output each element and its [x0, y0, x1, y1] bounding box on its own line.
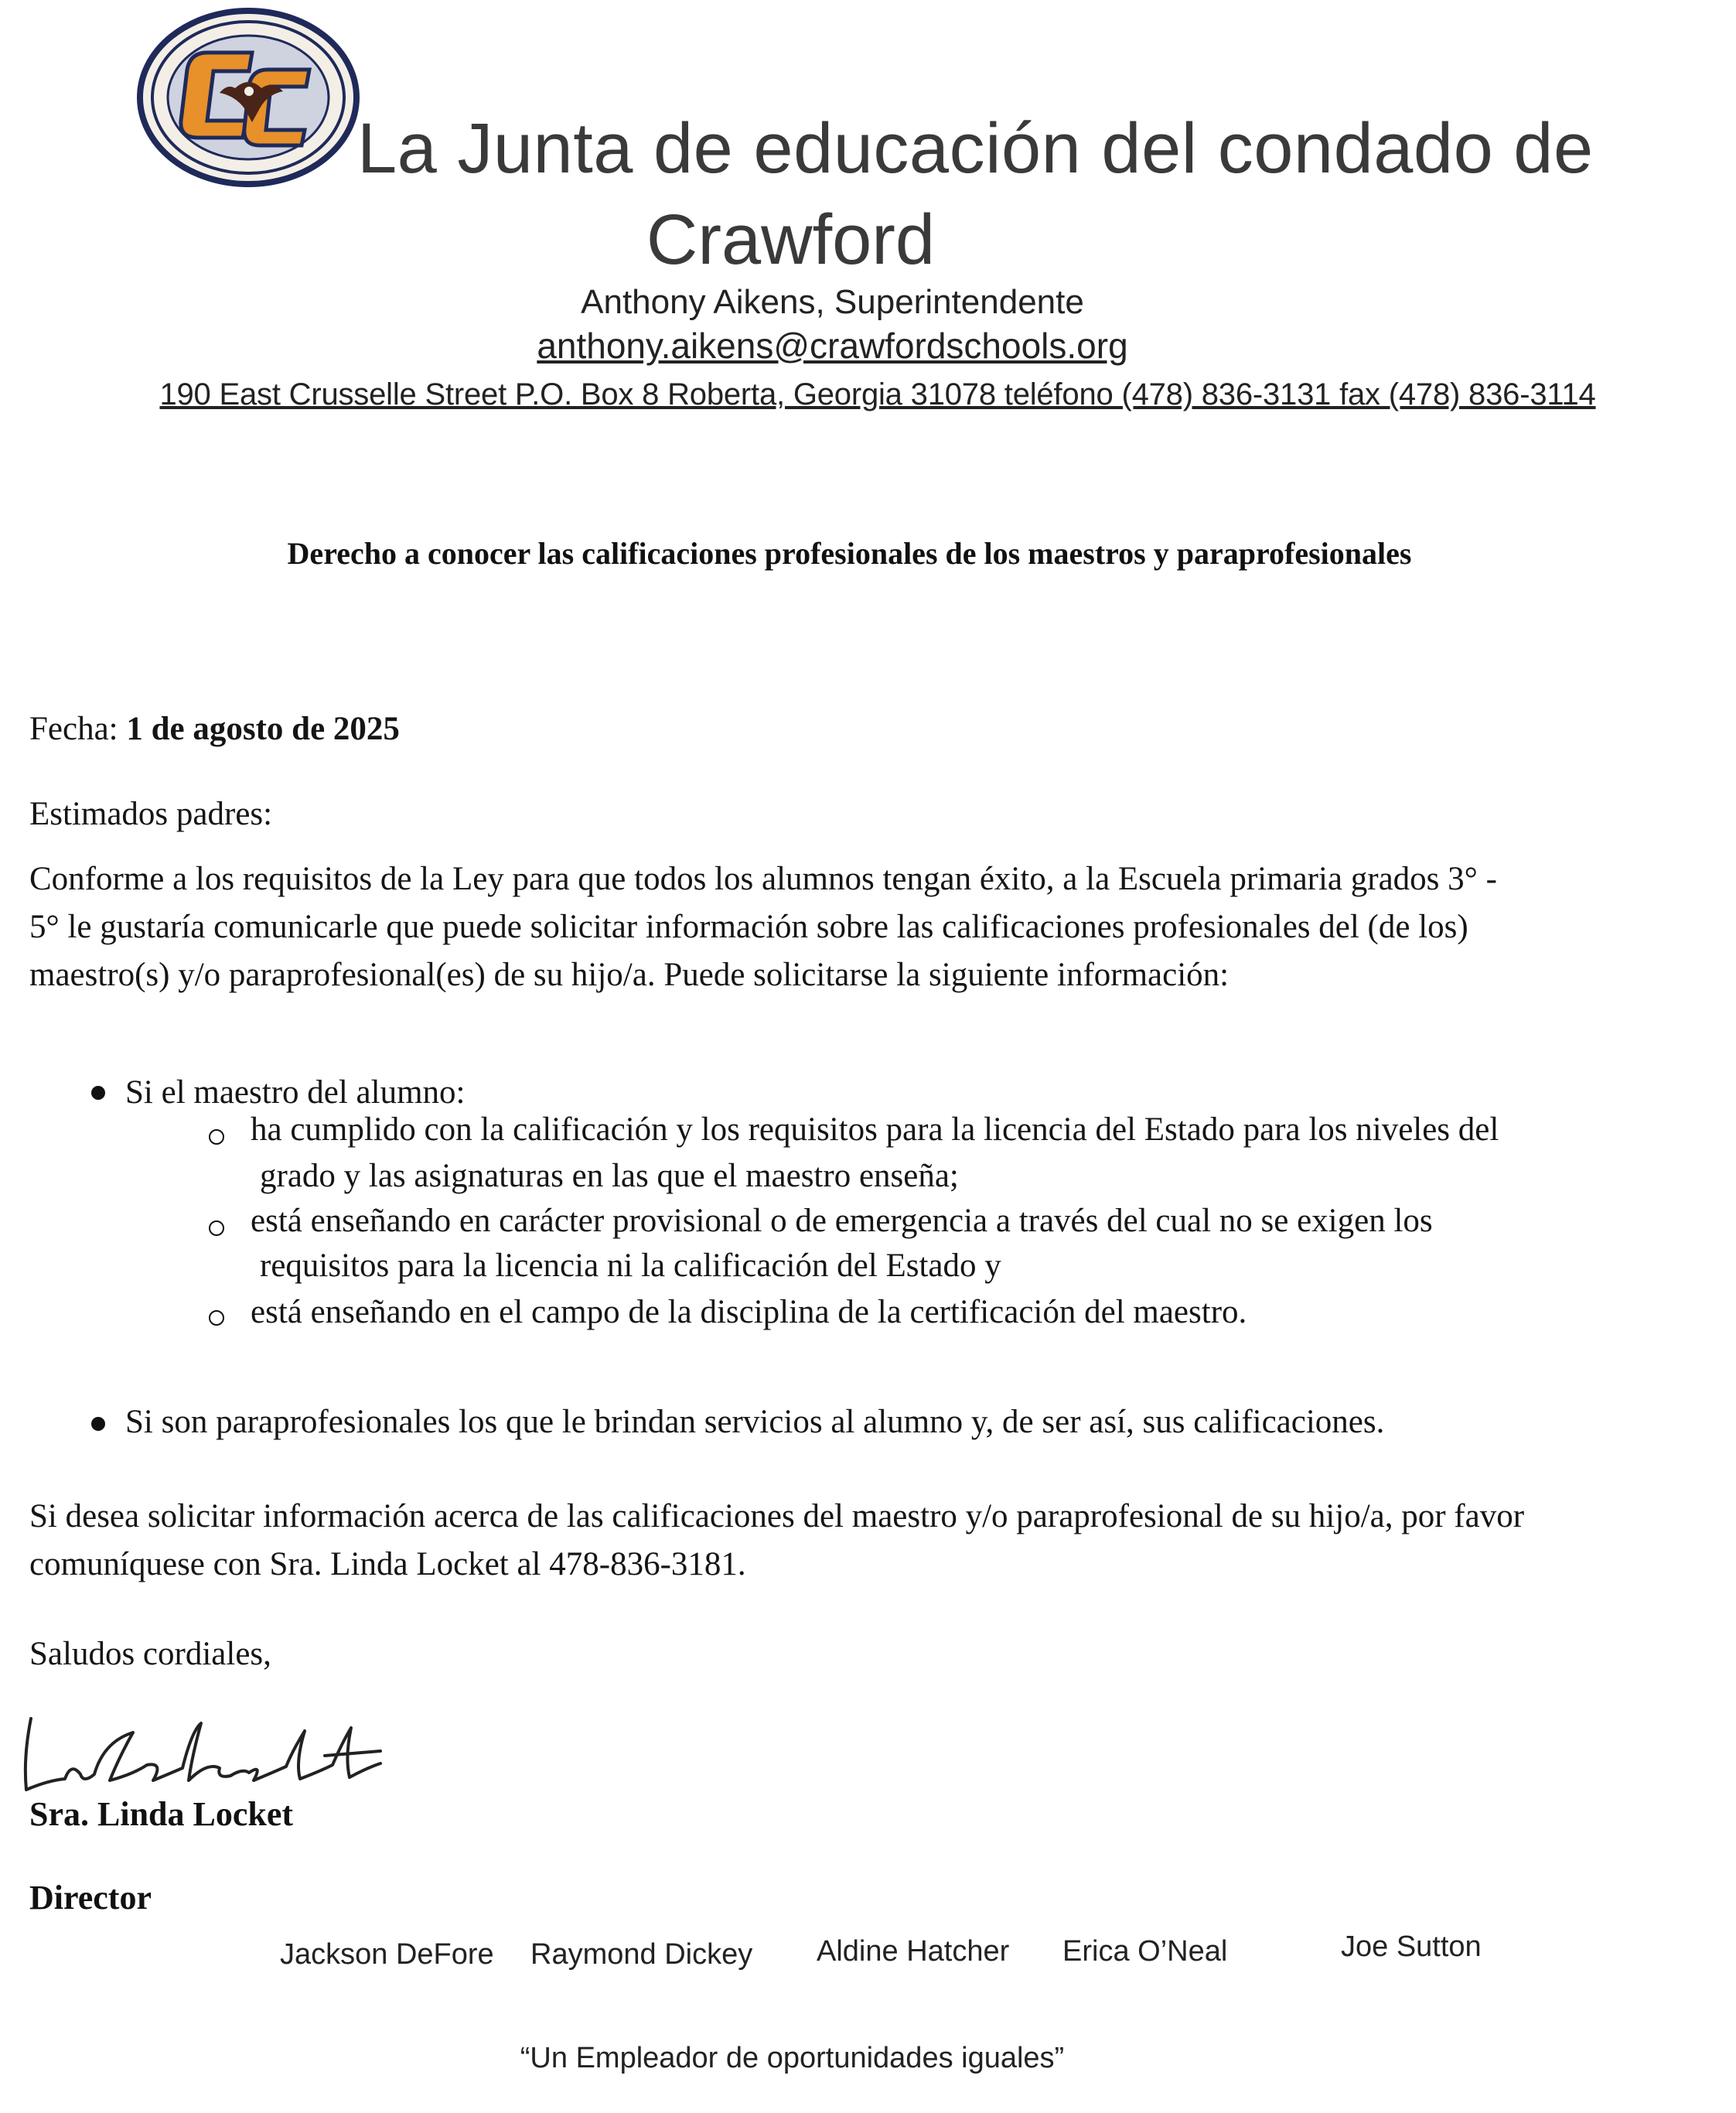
- org-name-line1: La Junta de educación del condado de: [357, 109, 1594, 188]
- superintendent-email-link[interactable]: anthony.aikens@crawfordschools.org: [537, 326, 1128, 366]
- greeting: Estimados padres:: [29, 796, 273, 832]
- equal-opportunity-footer: “Un Empleador de oportunidades iguales”: [520, 2042, 1065, 2074]
- board-member: Jackson DeFore: [280, 1938, 494, 1971]
- org-name-line2: Crawford: [646, 200, 936, 279]
- letter-title: Derecho a conocer las calificaciones profesionales de los maestros y paraprofesionales: [287, 536, 1412, 571]
- bullet-paraprofessional: Si son paraprofesionales los que le brindan servicios al alumno y, de ser así, sus calificaciones.: [125, 1404, 1385, 1440]
- contact-paragraph: [29, 1493, 1723, 1589]
- board-member: Raymond Dickey: [530, 1938, 753, 1971]
- date-label: Fecha:: [29, 711, 118, 747]
- intro-line: maestro(s) y/o paraprofesional(es) de su hijo/a. Puede solicitarse la siguiente información:: [29, 957, 1230, 993]
- signer-title: Director: [29, 1879, 152, 1917]
- signature-image: [17, 1688, 404, 1804]
- board-member: Erica O’Neal: [1062, 1935, 1228, 1968]
- sub-item-license-line1: ha cumplido con la calificación y los requisitos para la licencia del Estado para los niveles del: [251, 1111, 1499, 1148]
- board-member: Joe Sutton: [1341, 1930, 1482, 1963]
- circle-bullet-icon: [209, 1220, 224, 1236]
- sub-item-provisional-line1: está enseñando en carácter provisional o de emergencia a través del cual no se exigen los: [251, 1203, 1433, 1239]
- address-line: 190 East Crusselle Street P.O. Box 8 Roberta, Georgia 31078 teléfono (478) 836-3131 fax (478) 836-3114: [159, 377, 1596, 411]
- signature-icon: [17, 1688, 404, 1804]
- sub-item-provisional-line2: requisitos para la licencia ni la calificación del Estado y: [260, 1248, 1001, 1284]
- sub-item-field: está enseñando en el campo de la disciplina de la certificación del maestro.: [251, 1294, 1247, 1330]
- intro-line: 5° le gustaría comunicarle que puede solicitar información sobre las calificaciones profesionales del (de los): [29, 909, 1468, 945]
- bullet-teacher: Si el maestro del alumno:: [125, 1074, 466, 1111]
- circle-bullet-icon: [209, 1310, 224, 1326]
- closing: Saludos cordiales,: [29, 1636, 271, 1672]
- intro-paragraph: [29, 855, 1700, 999]
- contact-line: comuníquese con Sra. Linda Locket al 478-836-3181.: [29, 1546, 746, 1582]
- intro-line: Conforme a los requisitos de la Ley para que todos los alumnos tengan éxito, a la Escuela primaria grados 3° -: [29, 861, 1497, 897]
- bullet-icon: [91, 1086, 105, 1100]
- circle-bullet-icon: [209, 1129, 224, 1145]
- date-value: 1 de agosto de 2025: [126, 711, 400, 747]
- board-member: Aldine Hatcher: [817, 1935, 1010, 1968]
- signer-name: Sra. Linda Locket: [29, 1795, 294, 1833]
- school-seal-logo: [136, 5, 360, 190]
- superintendent-line: Anthony Aikens, Superintendente: [581, 283, 1084, 321]
- bullet-icon: [91, 1417, 105, 1431]
- contact-line: Si desea solicitar información acerca de las calificaciones del maestro y/o paraprofesional de su hijo/a, por favor: [29, 1498, 1525, 1534]
- sub-item-license-line2: grado y las asignaturas en las que el maestro enseña;: [260, 1158, 959, 1194]
- date-line: [29, 705, 400, 753]
- seal-icon: [136, 5, 360, 190]
